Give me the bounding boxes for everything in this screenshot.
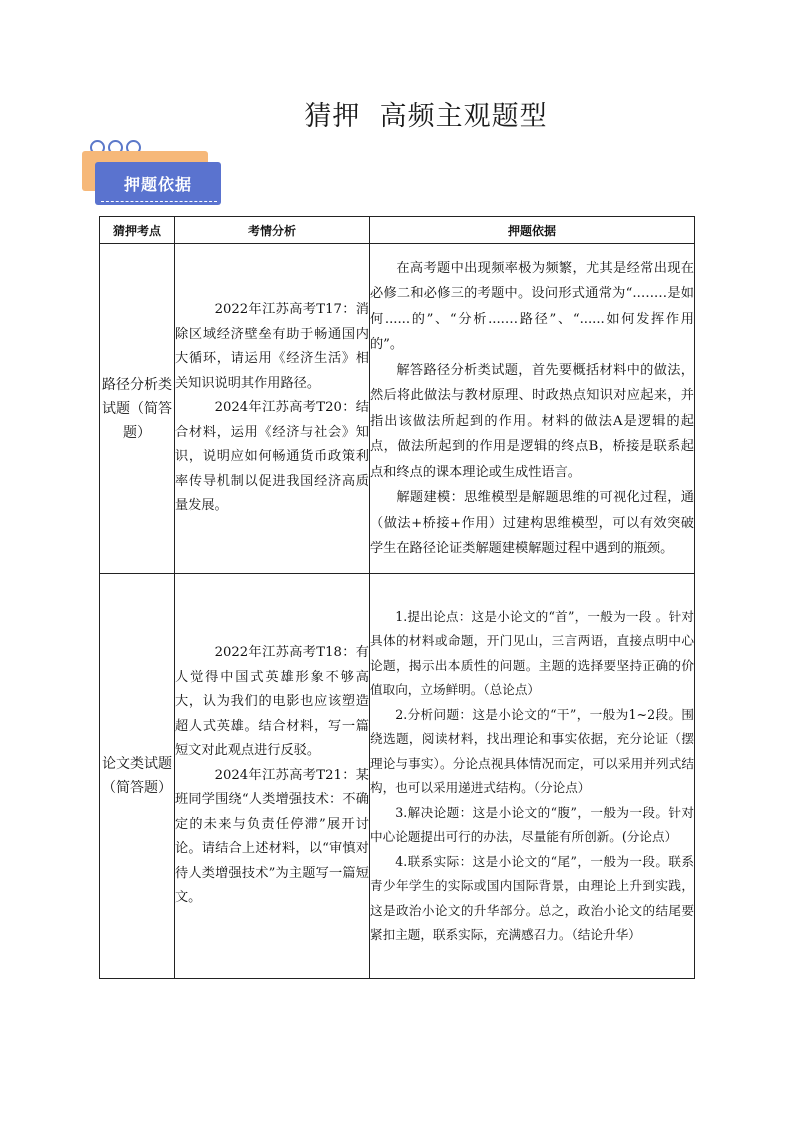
basis-cell	[370, 574, 695, 979]
badge-label: 押题依据	[95, 162, 221, 205]
page-title: 猜押 高频主观题型	[304, 101, 548, 132]
basis-paragraph: 在高考题中出现频率极为频繁，尤其是经常出现在必修二和必修三的考题中。设问形式通常为“.….…是如何......的”、“分析....…路径”、“......如何发挥作用的”。	[370, 260, 694, 352]
basis-paragraph: 解答路径分析类试题，首先要概括材料中的做法，然后将此做法与教材原理、时政热点知识对应起来，并指出该做法所起到的作用。材料的做法A是逻辑的起点，做法所起到的作用是逻辑的终点B，桥接是联系起点和终点的课本理论或生成性语言。	[370, 362, 694, 480]
analysis-paragraph: 2022年江苏高考T17：消除区域经济壁垒有助于畅通国内大循环，请运用《经济生活》相关知识说明其作用路径。	[175, 302, 369, 391]
topic-cell: 路径分析类试题（简答题）	[100, 244, 175, 574]
basis-cell	[370, 244, 695, 574]
header-analysis: 考情分析	[175, 217, 370, 244]
header-basis: 押题依据	[370, 217, 695, 244]
basis-paragraph: 1.提出论点：这是小论文的“首”，一般为一段 。针对具体的材料或命题，开门见山，三言两语，直接点明中心论题，揭示出本质性的问题。主题的选择要坚持正确的价值取向，立场鲜明。（总论点）	[370, 608, 694, 697]
analysis-paragraph: 2022年江苏高考T18：有人觉得中国式英雄形象不够高大，认为我们的电影也应该塑造超人式英雄。结合材料，写一篇短文对此观点进行反驳。	[175, 645, 369, 759]
table-row	[100, 574, 695, 979]
analysis-cell	[175, 244, 370, 574]
basis-paragraph: 4.联系实际：这是小论文的“尾”，一般为一段。联系青少年学生的实际或国内国际背景，由理论上升到实践，这是政治小论文的升华部分。总之，政治小论文的结尾要紧扣主题，联系实际，充满感召力。（结论升华）	[370, 853, 694, 942]
header-topic: 猜押考点	[100, 217, 175, 244]
basis-paragraph: 2.分析问题：这是小论文的“干”，一般为1~2段。围绕选题，阅读材料，找出理论和事实依据，充分论证（摆理论与事实）。分论点视具体情况而定，可以采用并列式结构，也可以采用递进式结构。（分论点）	[370, 706, 694, 795]
analysis-cell	[175, 574, 370, 979]
table-row	[100, 244, 695, 574]
basis-paragraph: 3.解决论题：这是小论文的“腹”，一般为一段。针对中心论题提出可行的办法，尽量能有所创新。(分论点）	[370, 804, 694, 844]
table-header-row	[100, 217, 695, 244]
analysis-paragraph: 2024年江苏高考T20：结合材料，运用《经济与社会》知识，说明应如何畅通货币政策利率传导机制以促进我国经济高质量发展。	[175, 400, 369, 514]
prediction-table	[99, 216, 695, 979]
basis-paragraph: 解题建模：思维模型是解题思维的可视化过程，通（做法+桥接+作用）过建构思维模型，可以有效突破学生在路径论证类解题建模解题过程中遇到的瓶颈。	[370, 490, 694, 556]
section-badge	[82, 140, 222, 210]
topic-cell: 论文类试题（简答题）	[100, 574, 175, 979]
analysis-paragraph: 2024年江苏高考T21：某班同学围绕“人类增强技术：不确定的未来与负责任停滞”展开讨论。请结合上述材料，以“审慎对待人类增强技术”为主题写一篇短文。	[175, 767, 369, 906]
badge-dashed-line	[101, 201, 217, 202]
